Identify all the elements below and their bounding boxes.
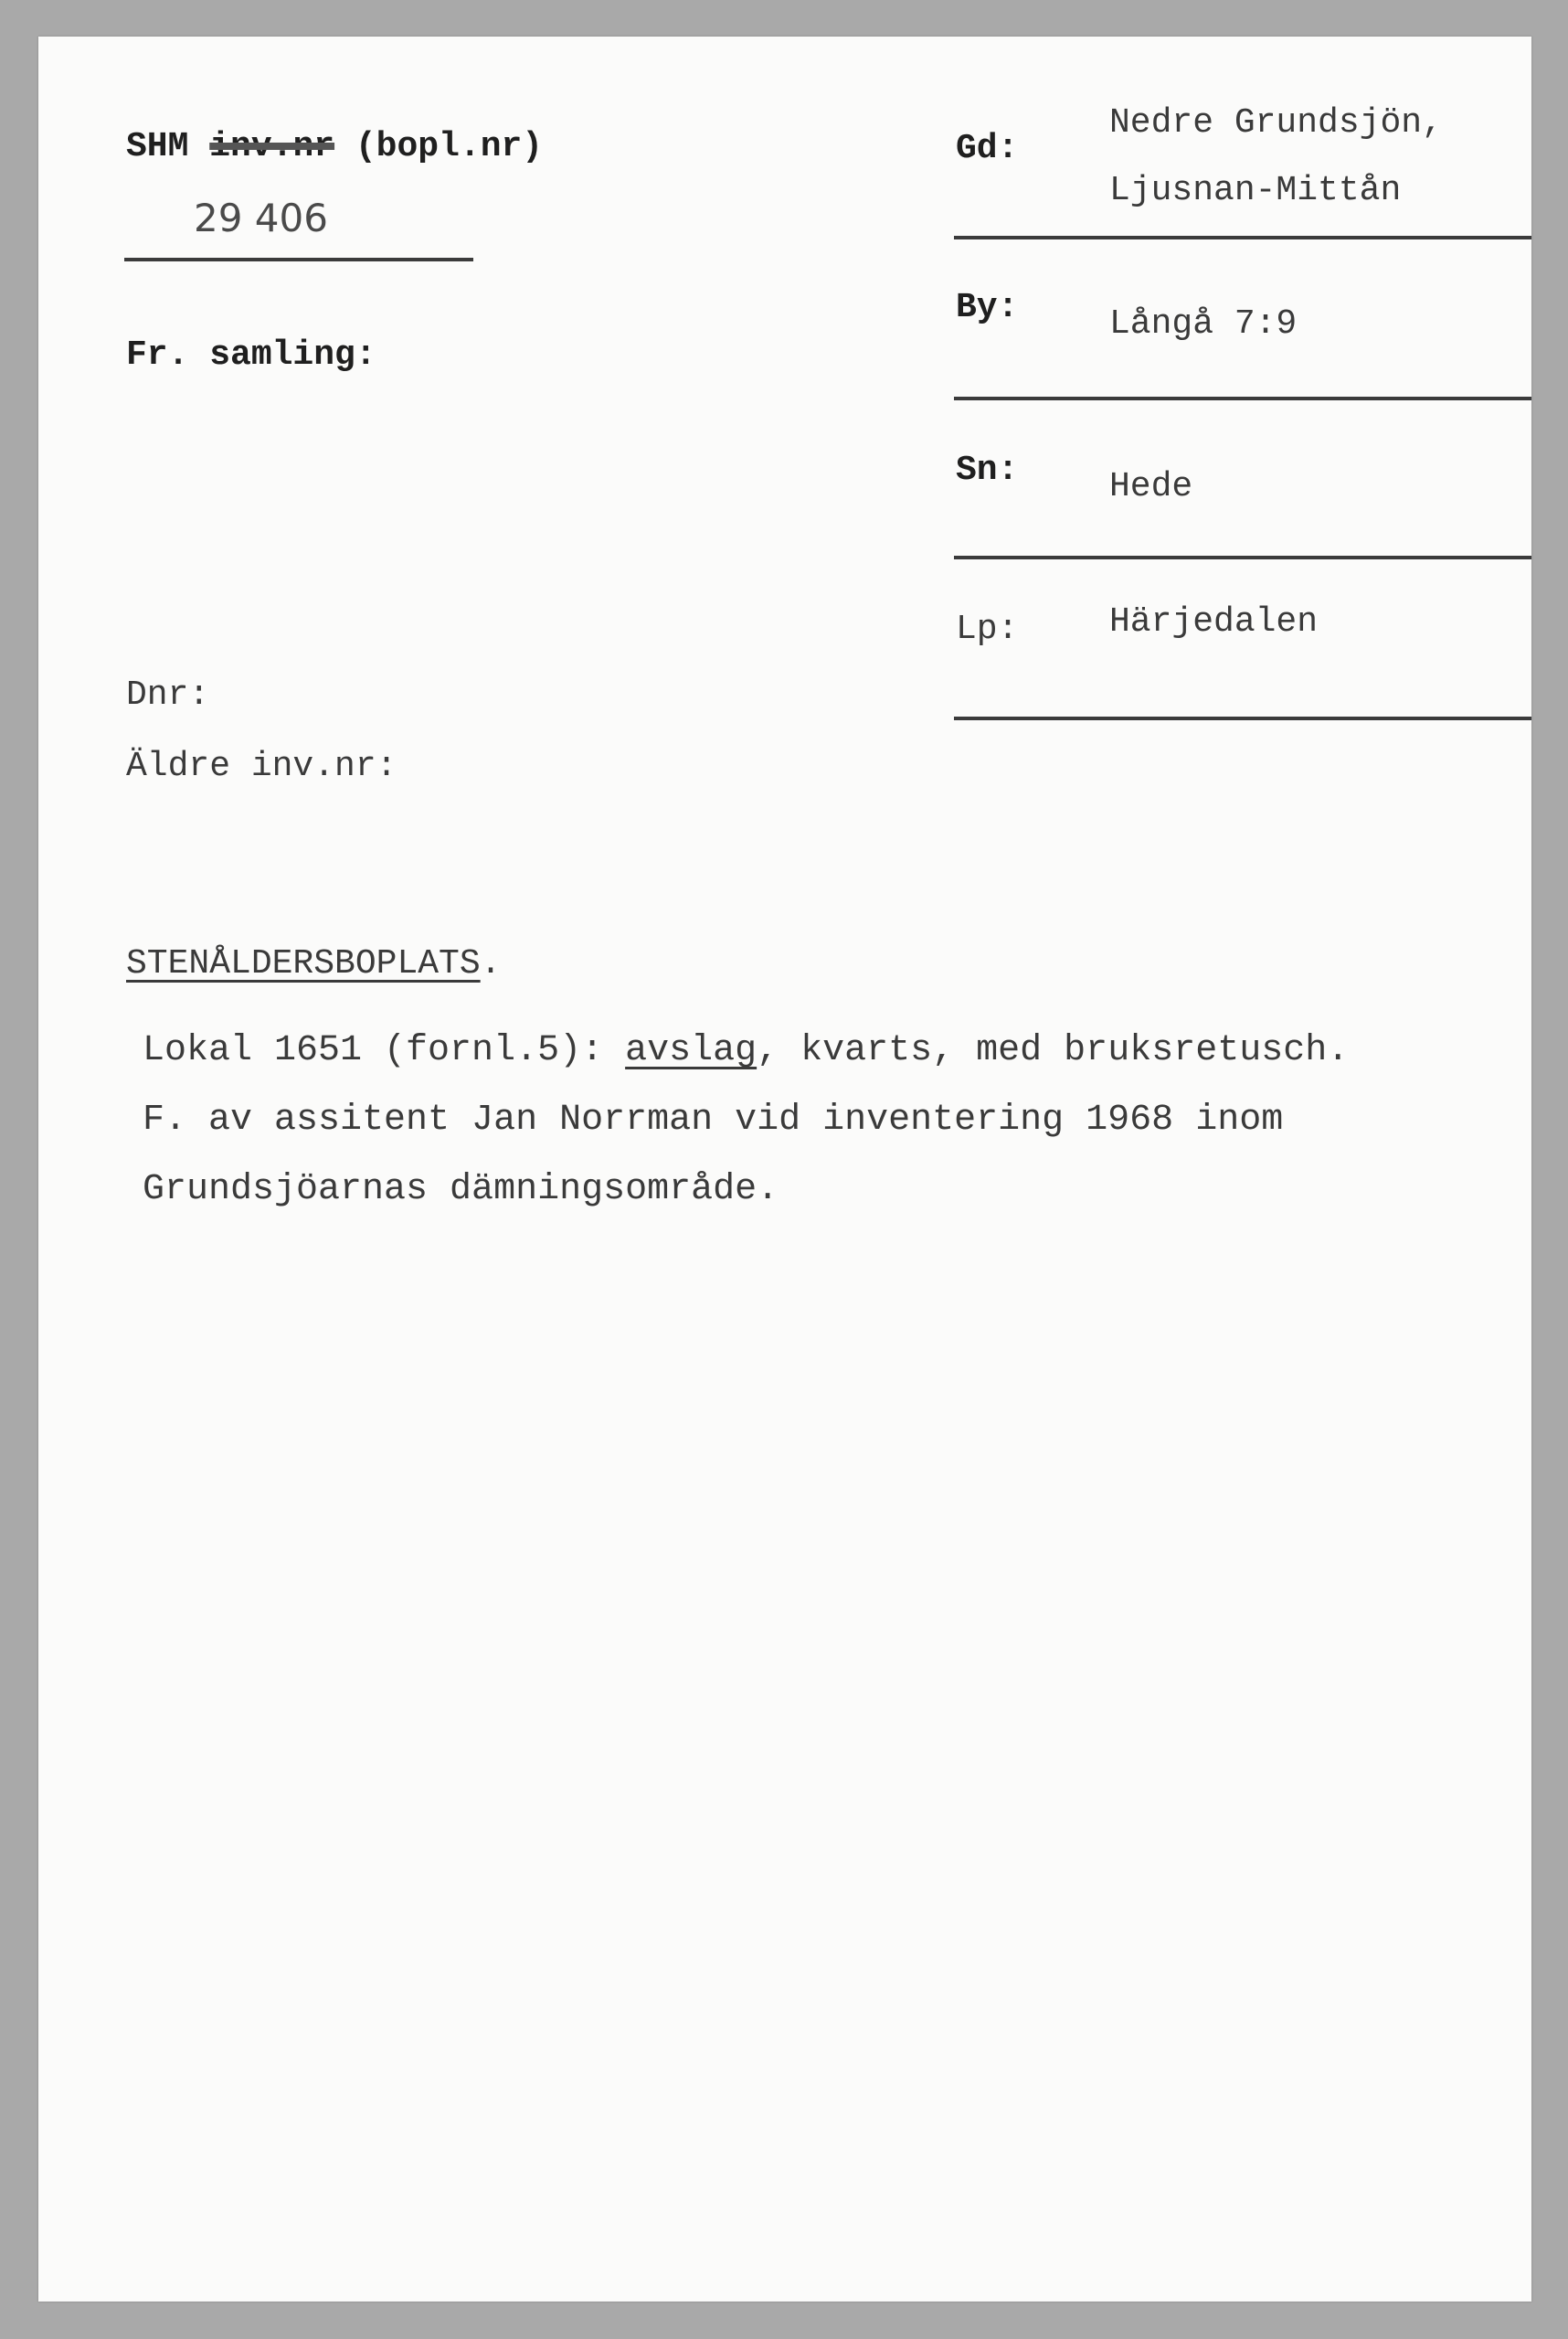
struck-inv-label: inv.nr bbox=[209, 127, 335, 166]
heading-line bbox=[126, 944, 502, 983]
by-value: Långå 7:9 bbox=[1109, 304, 1298, 344]
sn-value: Hede bbox=[1109, 467, 1193, 506]
catalog-card bbox=[38, 37, 1531, 2302]
lp-value: Härjedalen bbox=[1109, 602, 1319, 642]
by-label: By: bbox=[956, 288, 1019, 327]
line1-underlined: avslag bbox=[625, 1030, 758, 1071]
catalog-number: 29 406 bbox=[194, 196, 328, 240]
lp-label: Lp: bbox=[956, 610, 1019, 649]
gd-value-line2: Ljusnan-Mittån bbox=[1109, 171, 1402, 210]
line1-pre: Lokal 1651 (fornl.5): bbox=[143, 1030, 626, 1071]
fr-samling-label: Fr. samling: bbox=[126, 335, 376, 375]
body-line-2: F. av assitent Jan Norrman vid inventering 1968 inom bbox=[143, 1100, 1284, 1141]
lp-rule bbox=[954, 717, 1531, 720]
header-rule bbox=[124, 258, 473, 261]
gd-label: Gd: bbox=[956, 129, 1019, 168]
gd-value-line1: Nedre Grundsjön, bbox=[1109, 103, 1443, 143]
sn-rule bbox=[954, 556, 1531, 559]
dnr-label: Dnr: bbox=[126, 675, 210, 715]
by-rule bbox=[954, 397, 1531, 400]
shm-prefix: SHM bbox=[126, 127, 189, 166]
gd-rule bbox=[954, 236, 1531, 239]
heading: STENÅLDERSBOPLATS bbox=[126, 944, 481, 983]
line1-post: , kvarts, med bruksretusch. bbox=[757, 1030, 1350, 1071]
bopl-label: (bopl.nr) bbox=[355, 127, 544, 166]
aldre-inv-label: Äldre inv.nr: bbox=[126, 747, 397, 786]
body-line-3: Grundsjöarnas dämningsområde. bbox=[143, 1169, 779, 1210]
heading-suffix: . bbox=[480, 944, 502, 983]
shm-label-line bbox=[126, 127, 544, 166]
sn-label: Sn: bbox=[956, 451, 1019, 490]
body-line-1 bbox=[143, 1030, 1350, 1071]
